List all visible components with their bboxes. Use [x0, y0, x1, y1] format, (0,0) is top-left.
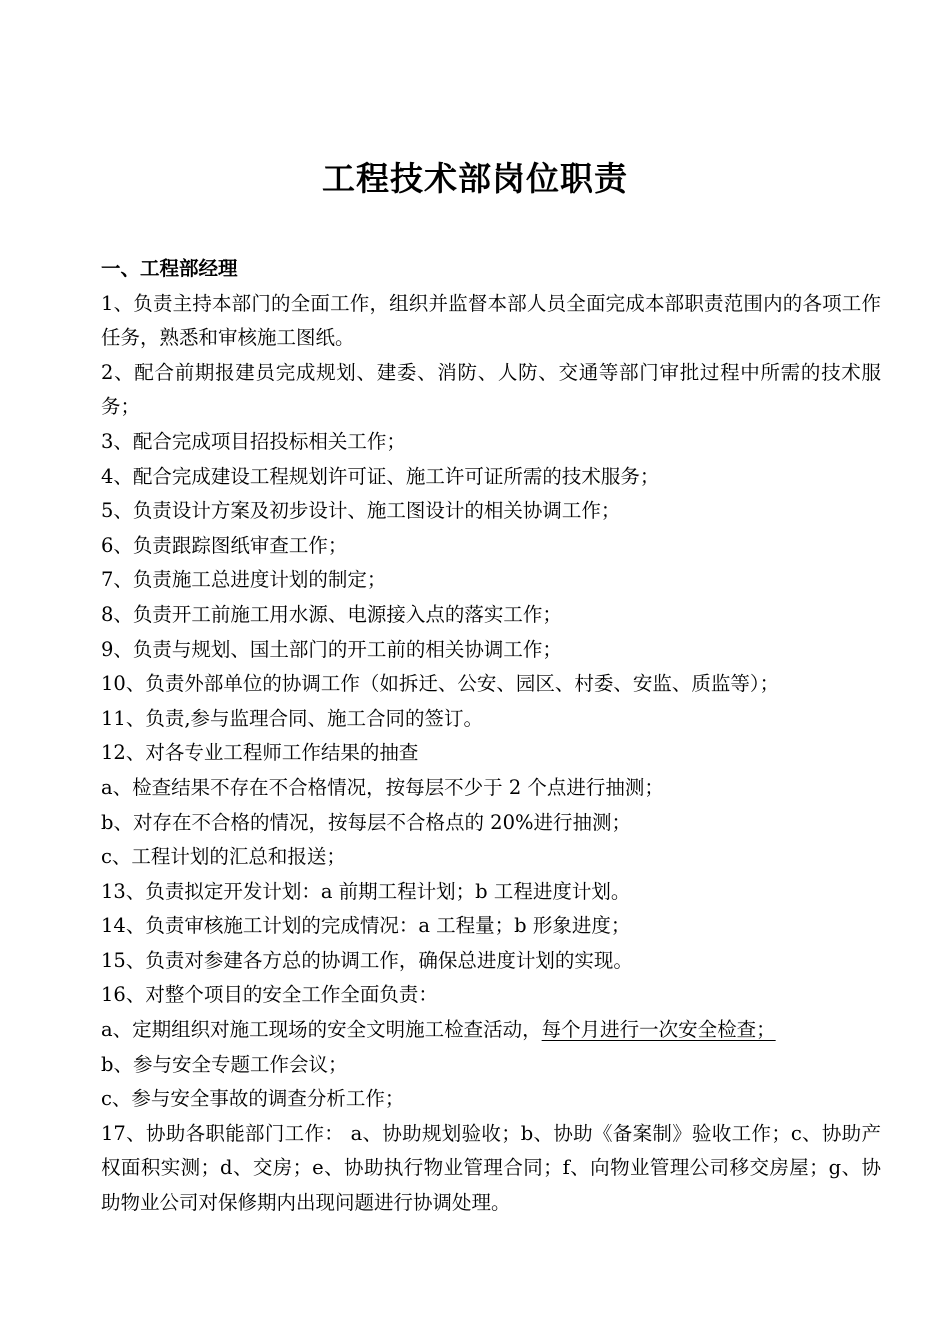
duty-item-7: 7、负责施工总进度计划的制定； — [101, 568, 387, 592]
duty-item-2: 2、配合前期报建员完成规划、建委、消防、人防、交通等部门审批过程中所需的技术服务； — [101, 360, 881, 419]
duty-item-3: 3、配合完成项目招投标相关工作； — [101, 429, 406, 453]
duty-subitem-16c: c、参与安全事故的调查分析工作； — [101, 1087, 405, 1111]
duty-subitem-16a-text: a、定期组织对施工现场的安全文明施工检查活动， — [101, 1018, 542, 1042]
duty-item-17: 17、协助各职能部门工作： a、协助规划验收；b、协助《备案制》验收工作；c、协助产权面积实测；d、交房；e、协助执行物业管理合同；f、向物业管理公司移交房屋；g、协助物业公司对保修期内出现问题进行协调处理。 — [101, 1121, 881, 1215]
duty-subitem-16a — [101, 1013, 881, 1048]
duty-subitem-12b: b、对存在不合格的情况，按每层不合格点的 20%进行抽测； — [101, 810, 632, 834]
duty-subitem-16b: b、参与安全专题工作会议； — [101, 1052, 348, 1076]
page-title: 工程技术部岗位职责 — [322, 159, 628, 198]
duty-item-14: 14、负责审核施工计划的完成情况：a 工程量；b 形象进度； — [101, 914, 631, 938]
duty-item-11: 11、负责,参与监理合同、施工合同的签订。 — [101, 706, 484, 730]
duty-item-13: 13、负责拟定开发计划：a 前期工程计划；b 工程进度计划。 — [101, 879, 631, 903]
section-heading: 一、工程部经理 — [101, 257, 238, 280]
duty-item-5: 5、负责设计方案及初步设计、施工图设计的相关协调工作； — [101, 499, 621, 523]
duty-item-15: 15、负责对参建各方总的协调工作，确保总进度计划的实现。 — [101, 948, 633, 972]
duty-item-8: 8、负责开工前施工用水源、电源接入点的落实工作； — [101, 602, 562, 626]
duty-subitem-12c: c、工程计划的汇总和报送； — [101, 845, 346, 869]
duty-item-1: 1、负责主持本部门的全面工作，组织并监督本部人员全面完成本部职责范围内的各项工作任务，熟悉和审核施工图纸。 — [101, 291, 881, 350]
duty-subitem-12a: a、检查结果不存在不合格情况，按每层不少于 2 个点进行抽测； — [101, 775, 664, 799]
duty-item-6: 6、负责跟踪图纸审查工作； — [101, 533, 348, 557]
duty-item-10: 10、负责外部单位的协调工作（如拆迁、公安、园区、村委、安监、质监等）； — [101, 672, 780, 696]
duty-item-12: 12、对各专业工程师工作结果的抽查 — [101, 741, 419, 765]
document-body — [101, 252, 881, 1221]
duty-item-9: 9、负责与规划、国土部门的开工前的相关协调工作； — [101, 637, 562, 661]
duty-item-4: 4、配合完成建设工程规划许可证、施工许可证所需的技术服务； — [101, 464, 660, 488]
duty-item-16: 16、对整个项目的安全工作全面负责： — [101, 983, 438, 1007]
duty-subitem-16a-underlined: 每个月进行一次安全检查； — [541, 1018, 776, 1042]
